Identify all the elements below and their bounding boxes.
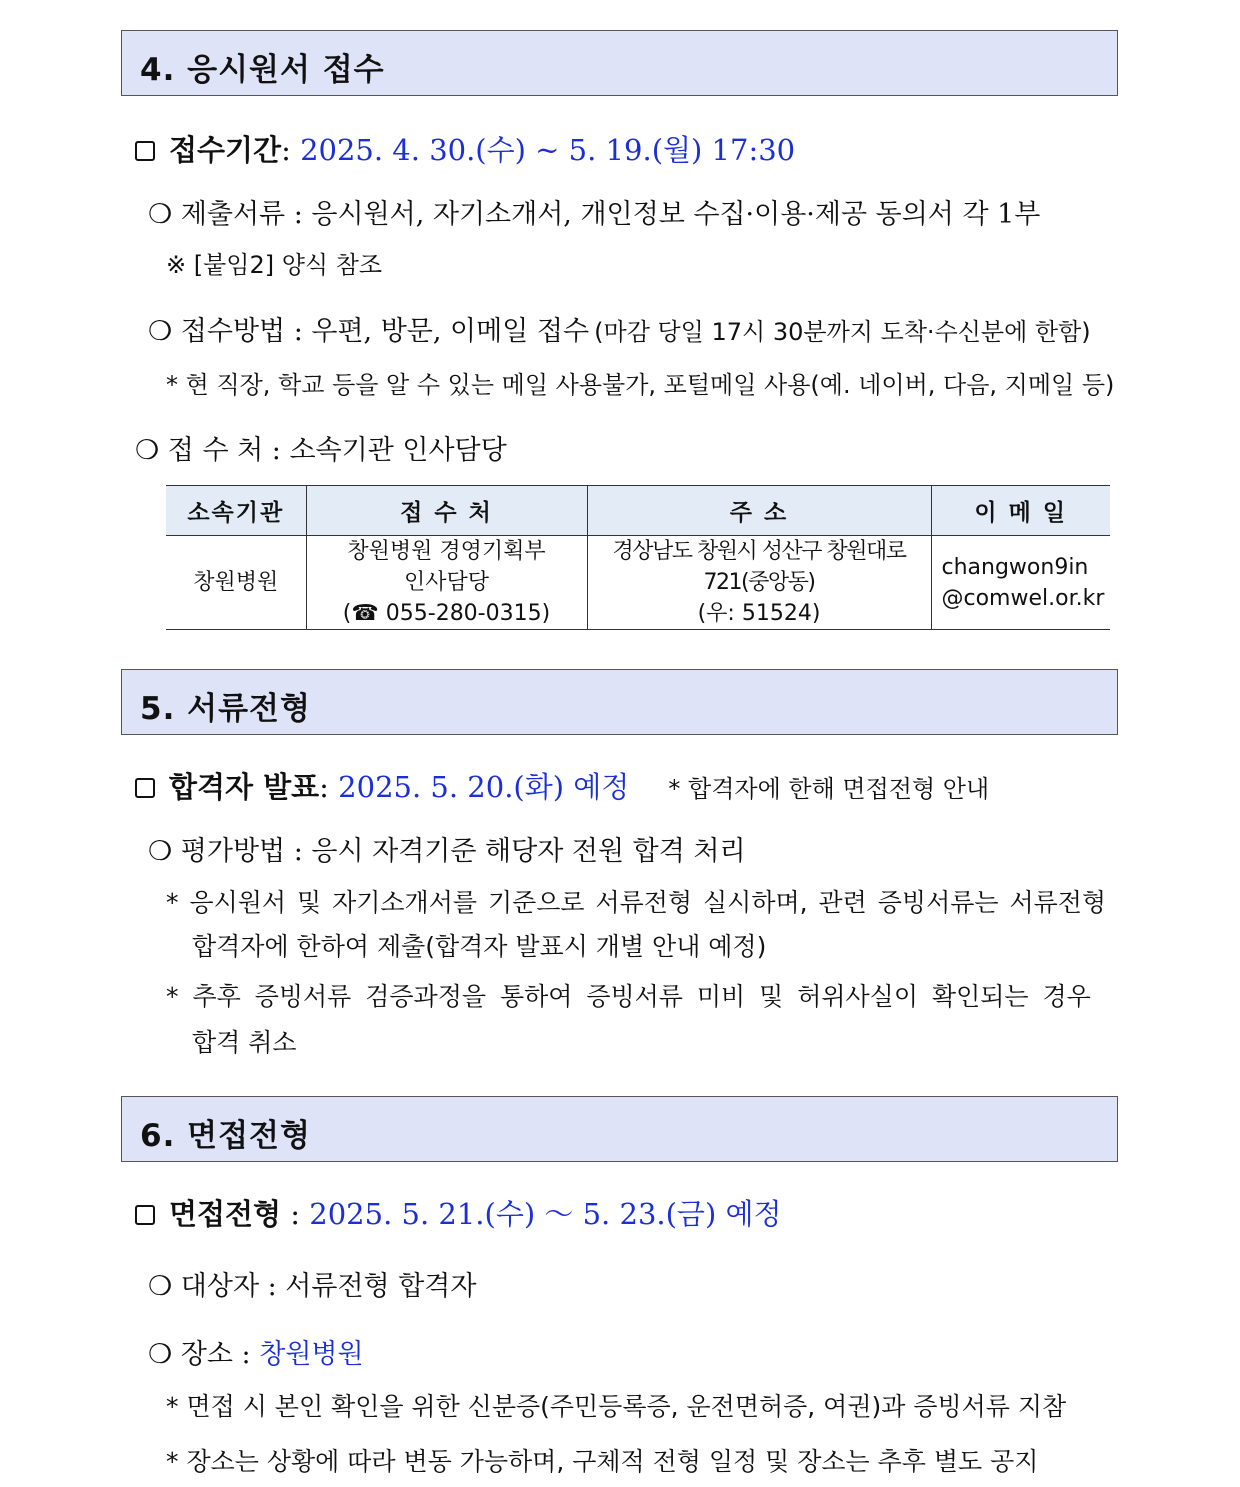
receiver-line [135, 428, 507, 467]
pass-value: 2025. 5. 20.(화) 예정 [338, 770, 630, 804]
target-line [148, 1264, 476, 1303]
receipt-period-value: 2025. 4. 30.(수) ~ 5. 19.(월) 17:30 [300, 133, 796, 167]
note-1-line-a: * 응시원서 및 자기소개서를 기준으로 서류전형 실시하며, 관련 증빙서류는 서류전형 [166, 888, 1107, 917]
receiver-text: 접 수 처 : 소속기관 인사담당 [167, 435, 507, 466]
note-2-line-b: 합격 취소 [192, 1028, 297, 1057]
section-5-title: 5. 서류전형 [140, 691, 311, 727]
section-6-title: 6. 면접전형 [140, 1118, 311, 1154]
pass-note: * 합격자에 한해 면접전형 안내 [668, 775, 990, 803]
circle-bullet-icon: ❍ [148, 1339, 181, 1370]
eval-text: 평가방법 : 응시 자격기준 해당자 전원 합격 처리 [180, 836, 746, 867]
circle-bullet-icon: ❍ [148, 1271, 181, 1302]
method-line [148, 309, 1091, 348]
docs-line [148, 192, 1040, 231]
address-cell: 경상남도 창원시 성산구 창원대로 721(중앙동) (우: 51524) [587, 536, 931, 630]
section-6-header [121, 1096, 1118, 1162]
interview-line: 면접전형 : 2025. 5. 21.(수) ～ 5. 23.(금) 예정 [135, 1192, 782, 1233]
docs-note: ※ [붙임2] 양식 참조 [166, 251, 383, 279]
interview-note-1: * 면접 시 본인 확인을 위한 신분증(주민등록증, 운전면허증, 여권)과 증빙서류 지참 [166, 1392, 1067, 1421]
dept-cell: 창원병원 경영기획부 인사담당 (☎ 055-280-0315) [306, 536, 587, 630]
circle-bullet-icon: ❍ [148, 836, 181, 867]
pass-label: 합격자 발표 [169, 770, 320, 804]
place-value: 창원병원 [259, 1339, 364, 1370]
table-header: 소속기관 [166, 486, 306, 536]
section-5-header [121, 669, 1118, 735]
note-1-line-b: 합격자에 한하여 제출(합격자 발표시 개별 안내 예정) [192, 932, 767, 961]
section-4-header [121, 30, 1118, 96]
table-header: 접 수 처 [306, 486, 587, 536]
phone-number: (☎ 055-280-0315) [342, 601, 551, 626]
method-main: 접수방법 : 우편, 방문, 이메일 접수 [180, 316, 590, 347]
table-row [166, 536, 1110, 630]
docs-text: 제출서류 : 응시원서, 자기소개서, 개인정보 수집·이용·제공 동의서 각 1부 [180, 199, 1041, 230]
section-4-title: 4. 응시원서 접수 [140, 52, 385, 88]
checkbox-square-icon [135, 1205, 155, 1225]
receipt-period-line: 접수기간: 2025. 4. 30.(수) ~ 5. 19.(월) 17:30 [135, 128, 795, 169]
circle-bullet-icon: ❍ [135, 435, 168, 466]
interview-value: 2025. 5. 21.(수) ～ 5. 23.(금) 예정 [309, 1197, 782, 1231]
org-cell: 창원병원 [166, 536, 306, 630]
method-note: * 현 직장, 학교 등을 알 수 있는 메일 사용불가, 포털메일 사용(예. 네이버, 다음, 지메일 등) [166, 371, 1115, 399]
eval-line [148, 829, 746, 868]
place-label: 장소 : [180, 1339, 260, 1370]
email-cell: changwon9in @comwel.or.kr [931, 536, 1110, 630]
circle-bullet-icon: ❍ [148, 316, 181, 347]
table-header: 주 소 [587, 486, 931, 536]
note-2-line-a: * 추후 증빙서류 검증과정을 통하여 증빙서류 미비 및 허위사실이 확인되는 경우 [166, 982, 1091, 1011]
place-line [148, 1332, 364, 1371]
interview-note-2: * 장소는 상황에 따라 변동 가능하며, 구체적 전형 일정 및 장소는 추후 별도 공지 [166, 1447, 1039, 1476]
interview-label: 면접전형 [169, 1197, 282, 1231]
receiver-table [166, 485, 1110, 630]
target-text: 대상자 : 서류전형 합격자 [180, 1271, 477, 1302]
method-detail: (마감 당일 17시 30분까지 도착·수신분에 한함) [594, 318, 1091, 346]
checkbox-square-icon [135, 778, 155, 798]
receipt-period-label: 접수기간 [169, 133, 282, 167]
table-header-row [166, 486, 1110, 536]
circle-bullet-icon: ❍ [148, 199, 173, 230]
pass-announce-line: 합격자 발표: 2025. 5. 20.(화) 예정 * 합격자에 한해 면접전형 안내 [135, 765, 989, 806]
table-header: 이 메 일 [931, 486, 1110, 536]
checkbox-square-icon [135, 141, 155, 161]
